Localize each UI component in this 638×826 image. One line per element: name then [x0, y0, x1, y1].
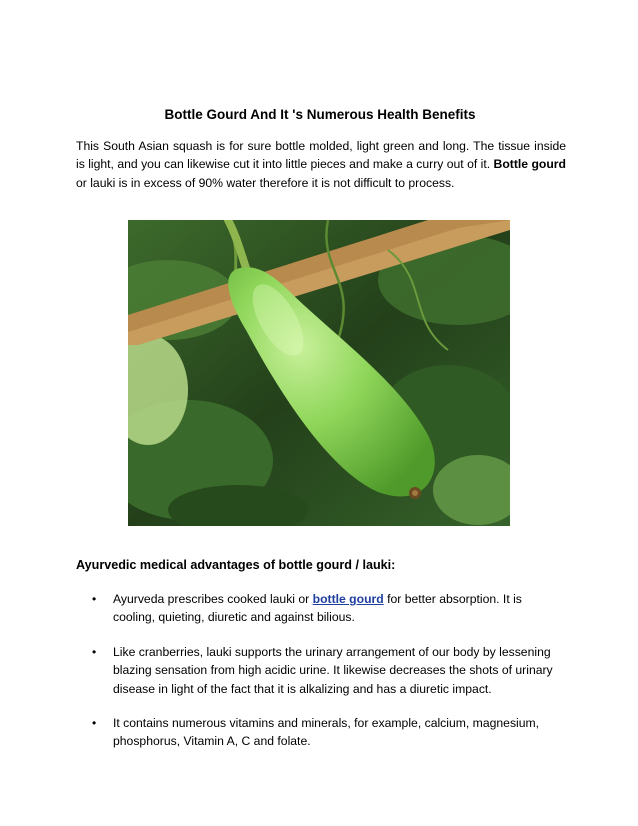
page-title: Bottle Gourd And It 's Numerous Health Benefits: [164, 107, 476, 122]
list-item: [76, 590, 566, 627]
intro-text-before: This South Asian squash is for sure bottle molded, light green and long. The tissue inside is light, and you can likewise cut it into little pieces and make a curry out of it.: [76, 139, 566, 172]
intro-bold-term: Bottle gourd: [493, 157, 566, 172]
bullet-glyph: •: [92, 716, 97, 731]
list-item: [76, 714, 566, 751]
bullet-text: Like cranberries, lauki supports the urinary arrangement of our body by lessening blazing sensation from high acidic urine. It likewise decreases the shots of urinary disease in light of the fact that it is alkalizing and has a diuretic impact.: [113, 644, 553, 696]
bottle-gourd-photo: [128, 220, 510, 526]
bottle-gourd-link[interactable]: bottle gourd: [312, 592, 384, 606]
list-item: [76, 643, 566, 698]
bullet-glyph: •: [92, 644, 97, 659]
benefits-list: [76, 590, 566, 767]
intro-paragraph: [76, 137, 566, 192]
bullet-glyph: •: [92, 592, 97, 606]
bullet-text-after: for better absorption. It is cooling, quieting, diuretic and against bilious.: [113, 592, 522, 625]
bullet-text: It contains numerous vitamins and minerals, for example, calcium, magnesium, phosphorus, Vitamin A, C and folate.: [113, 716, 540, 749]
section-heading: Ayurvedic medical advantages of bottle gourd / lauki:: [76, 558, 396, 572]
bullet-text-before: Ayurveda prescribes cooked lauki or: [113, 592, 313, 606]
intro-text-after: or lauki is in excess of 90% water therefore it is not difficult to process.: [76, 175, 455, 190]
